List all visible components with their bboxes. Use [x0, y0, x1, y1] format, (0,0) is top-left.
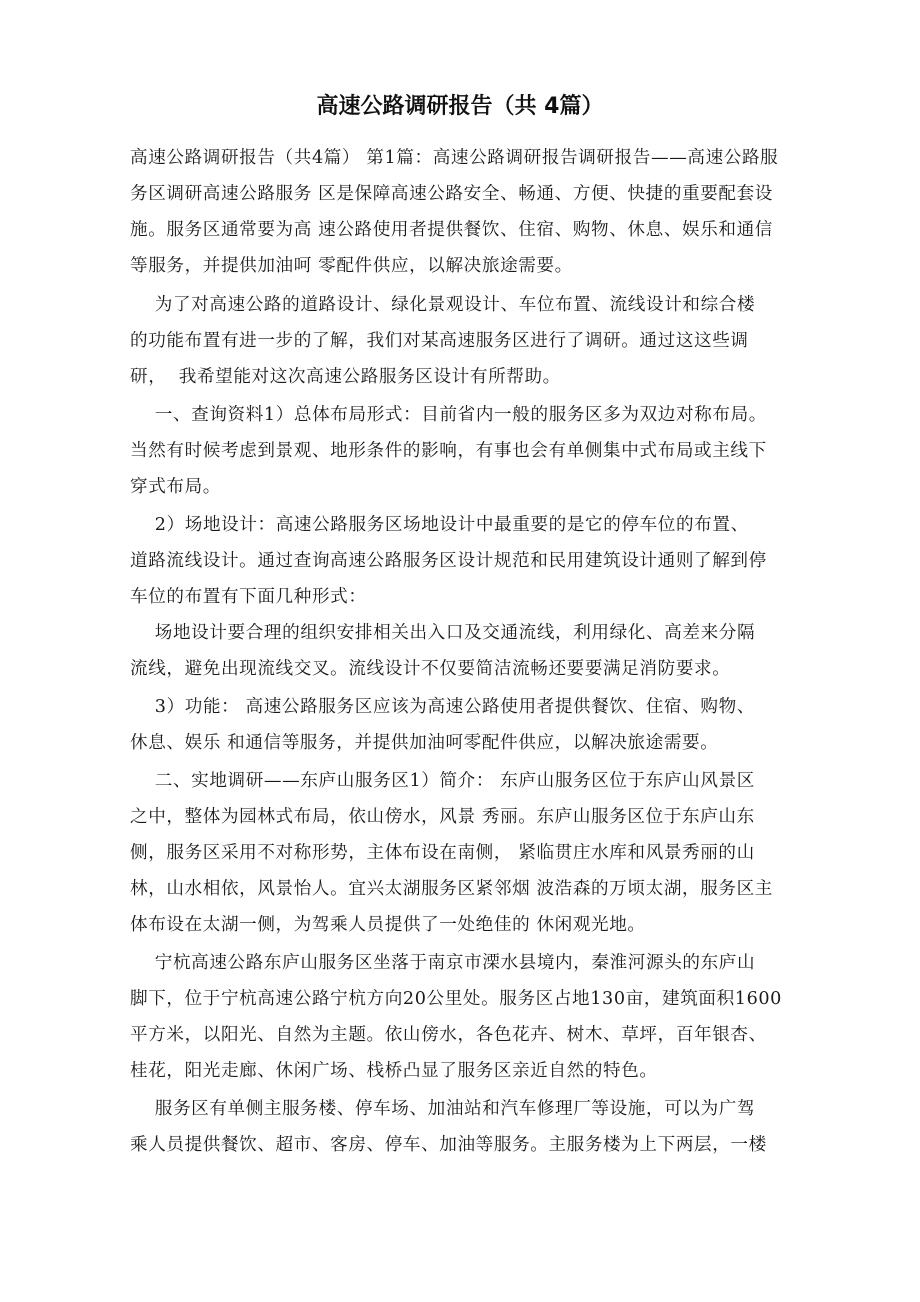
paragraph-line: 体布设在太湖一侧，为驾乘人员提供了一处绝佳的 休闲观光地。 [130, 915, 646, 935]
paragraph-line: 2）场地设计：高速公路服务区场地设计中最重要的是它的停车位的布置、 [130, 515, 749, 535]
paragraph-line: 场地设计要合理的组织安排相关出入口及交通流线，利用绿化、高差来分隔 [130, 623, 756, 643]
paragraph-line: 当然有时候考虑到景观、地形条件的影响，有事也会有单侧集中式布局或主线下 [130, 441, 767, 461]
paragraph-line: 研， 我希望能对这次高速公路服务区设计有所帮助。 [130, 367, 561, 387]
paragraph-line: 脚下，位于宁杭高速公路宁杭方向20公里处。服务区占地130亩，建筑面积1600 [130, 989, 782, 1009]
document-title: 高速公路调研报告（共 4篇） [316, 94, 604, 119]
paragraph-line: 道路流线设计。通过查询高速公路服务区设计规范和民用建筑设计通则了解到停 [130, 551, 767, 571]
paragraph-line: 服务区有单侧主服务楼、停车场、加油站和汽车修理厂等设施，可以为广驾 [130, 1099, 756, 1119]
paragraph-line: 施。服务区通常要为高 速公路使用者提供餐饮、住宿、购物、休息、娱乐和通信 [130, 220, 773, 240]
paragraph-line: 一、查询资料1）总体布局形式：目前省内一般的服务区多为双边对称布局。 [130, 405, 767, 425]
paragraph-line: 流线，避免出现流线交叉。流线设计不仅要简洁流畅还要要满足消防要求。 [130, 659, 731, 679]
paragraph-line: 高速公路调研报告（共4篇） 第1篇：高速公路调研报告调研报告——高速公路服 [130, 148, 779, 168]
paragraph-line: 二、实地调研——东庐山服务区1）简介： 东庐山服务区位于东庐山风景区 [130, 771, 755, 791]
paragraph-line: 之中，整体为园林式布局，依山傍水，风景 秀丽。东庐山服务区位于东庐山东 [130, 807, 755, 827]
paragraph-line: 侧，服务区采用不对称形势，主体布设在南侧， 紧临贯庄水库和风景秀丽的山 [130, 843, 755, 863]
paragraph-line: 休息、娱乐 和通信等服务，并提供加油呵零配件供应，以解决旅途需要。 [130, 733, 719, 753]
paragraph-line: 宁杭高速公路东庐山服务区坐落于南京市溧水县境内，秦淮河源头的东庐山 [130, 953, 756, 973]
paragraph-line: 的功能布置有进一步的了解，我们对某高速服务区进行了调研。通过这这些调 [130, 331, 749, 351]
paragraph-line: 乘人员提供餐饮、超市、客房、停车、加油等服务。主服务楼为上下两层，一楼 [130, 1135, 767, 1155]
paragraph-line: 等服务，并提供加油呵 零配件供应，以解决旅途需要。 [130, 256, 573, 276]
paragraph-line: 平方米，以阳光、自然为主题。依山傍水，各色花卉、树木、草坪，百年银杏、 [130, 1025, 767, 1045]
paragraph-line: 林，山水相依，风景怡人。宜兴太湖服务区紧邻烟 波浩森的万顷太湖，服务区主 [130, 879, 773, 899]
paragraph-line: 务区调研高速公路服务 区是保障高速公路安全、畅通、方便、快捷的重要配套设 [130, 184, 773, 204]
paragraph-line: 桂花，阳光走廊、休闲广场、栈桥凸显了服务区亲近自然的特色。 [130, 1061, 658, 1081]
paragraph-line: 车位的布置有下面几种形式： [130, 587, 367, 607]
paragraph-line: 为了对高速公路的道路设计、绿化景观设计、车位布置、流线设计和综合楼 [130, 295, 756, 315]
paragraph-line: 3）功能： 高速公路服务区应该为高速公路使用者提供餐饮、住宿、购物、 [130, 697, 755, 717]
paragraph-line: 穿式布局。 [130, 477, 221, 497]
